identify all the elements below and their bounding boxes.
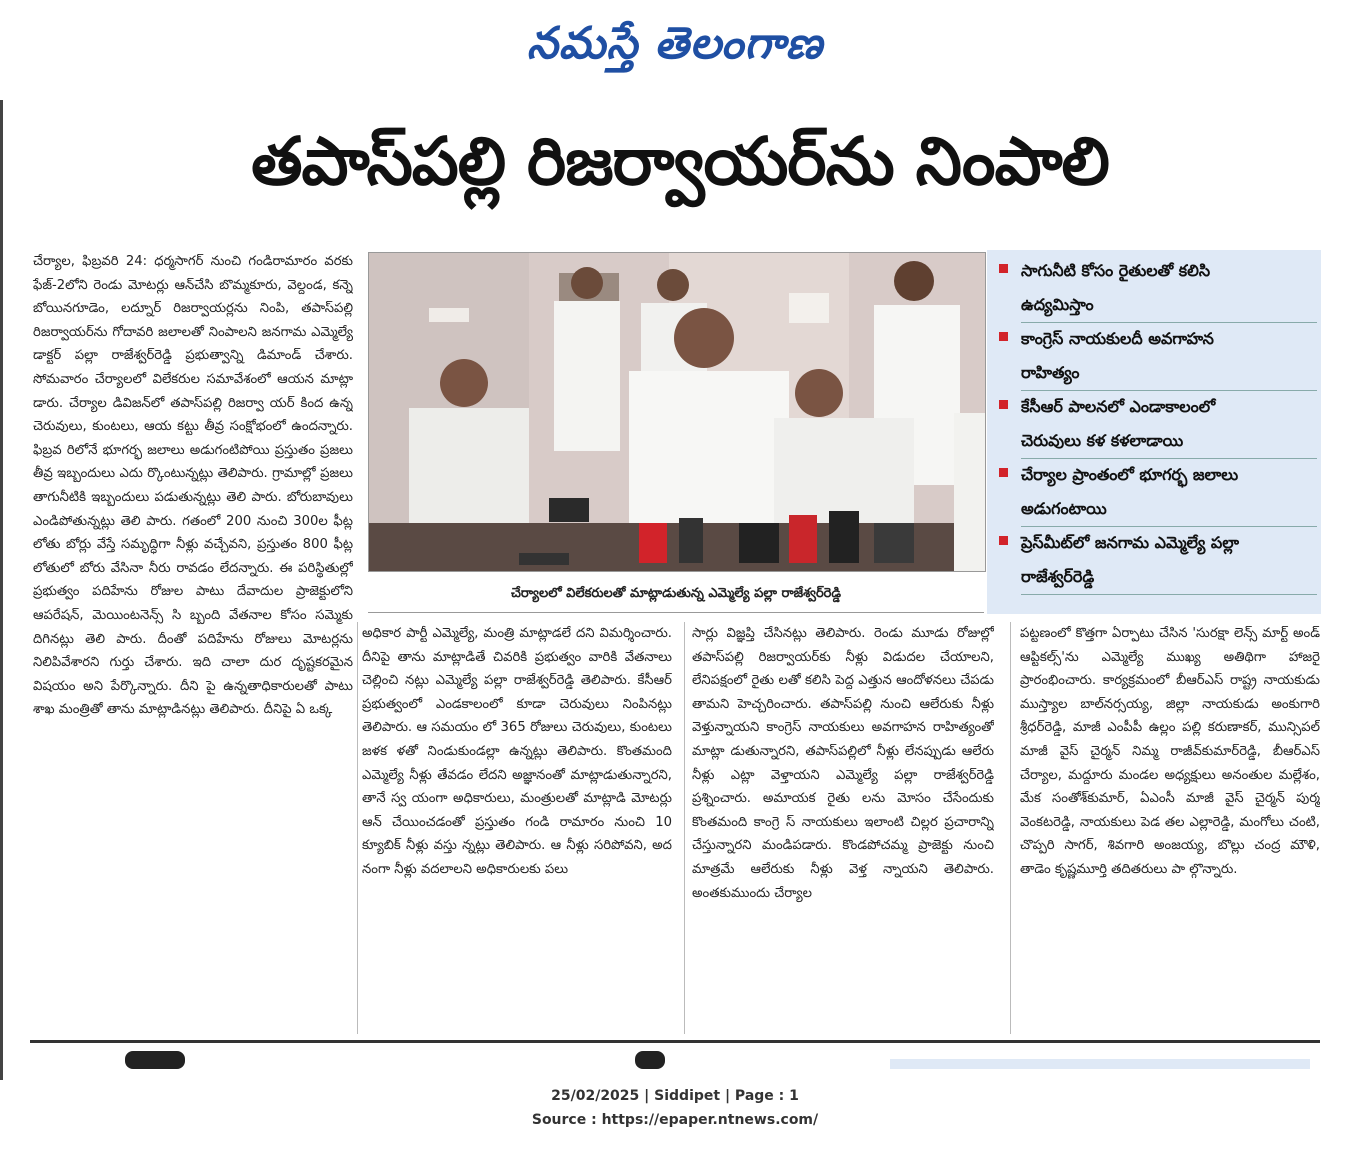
highlight-line: రాజేశ్వర్‌రెడ్డి xyxy=(1021,560,1317,595)
footer-date-edition: 25/02/2025 | Siddipet | Page : 1 xyxy=(551,1088,799,1104)
article-column-4 xyxy=(1020,622,1320,1034)
article-text: సార్లు విజ్ఞప్తి చేసినట్లు తెలిపారు. రెండు మూడు రోజుల్లో తపాస్‌పల్లి రిజర్వాయర్‌కు నీళ్లు విడుదల చేయాలని, లేనిపక్షంలో రైతు లతో కలిసి పెద్ద ఎత్తున ఆందోళనలు చేపడు తామని హెచ్చరించారు. తపాస్‌పల్లి నుంచి ఆలేరుకు నీళ్లు వెళ్తున్నాయని కాంగ్రెస్ నాయకులు అవగాహన రాహిత్యంతో మాట్లా డుతున్నారని, తపాస్‌పల్లిలో నీళ్లు లేనప్పుడు ఆలేరు నీళ్లు ఎట్లా వెళ్తాయని ఎమ్మెల్యే పల్లా రాజేశ్వర్‌రెడ్డి ప్రశ్నించారు. అమాయక రైతు లను మోసం చేసేందుకు కొంతమంది కాంగ్రె స్ నాయకులు ఇలాంటి చిల్లర ప్రచారాన్ని చేస్తున్నారని మండిపడారు. కొండపోచమ్మ ప్రాజెక్టు నుంచి మాత్రమే ఆలేరుకు నీళ్లు వెళ్త న్నాయని తెలిపారు. అంతకుముందు చేర్యాల xyxy=(692,626,994,901)
highlight-line: ఉద్యమిస్తాం xyxy=(1021,288,1317,323)
caption-rule xyxy=(368,612,984,613)
highlight-line: ప్రెస్‌మీట్‌లో జనగామ ఎమ్మెల్యే పల్లా xyxy=(1021,533,1240,552)
bullet-square-icon xyxy=(999,536,1008,545)
highlight-line: చేర్యాల ప్రాంతంలో భూగర్భ జలాలు xyxy=(1021,465,1239,484)
highlight-line: సాగునీటి కోసం రైతులతో కలిసి xyxy=(1021,261,1211,280)
highlight-line: రాహిత్యం xyxy=(1021,356,1317,391)
article-column-3 xyxy=(692,622,994,1034)
column-divider xyxy=(357,622,358,1034)
next-article-clip xyxy=(30,1045,1320,1069)
press-meet-photo-image xyxy=(369,253,985,571)
article-text: అధికార పార్టీ ఎమ్మెల్యే, మంత్రి మాట్లాడలే దని విమర్శించారు. దీనిపై తాను మాట్లాడితే చివరికి ప్రభుత్వం వారికి వేతనాలు చెల్లించి నట్లు ఎమ్మెల్యే పల్లా రాజేశ్వర్‌రెడ్డి తెలిపారు. కేసీఆర్ ప్రభుత్వంలో ఎండకాలంలో కూడా చెరువులు నింపినట్లు తెలిపారు. ఆ సమయం లో 365 రోజులు చెరువులు, కుంటలు జళక ళతో నిండుకుండల్లా ఉన్నట్లు తెలిపారు. కొంతమంది ఎమ్మెల్యే నీళ్లు తేవడం లేదని అజ్ఞానంతో మాట్లాడుతున్నారని, తానే స్వ యంగా అధికారులు, మంత్రులతో మాట్లాడి మోటర్లు ఆన్ చేయించడంతో ప్రస్తుతం గండి రామారం నుంచి 10 క్యూబిక్ నీళ్లు వస్తు న్నట్లు తెలిపారు. ఆ నీళ్లు సరిపోవని, అద నంగా నీళ్లు వదలాలని అధికారులకు పలు xyxy=(362,626,672,877)
bullet-square-icon xyxy=(999,468,1008,477)
bullet-square-icon xyxy=(999,264,1008,273)
column-divider xyxy=(1010,622,1011,1034)
bullet-square-icon xyxy=(999,332,1008,341)
article-column-1 xyxy=(33,250,353,1030)
page-edge-rule xyxy=(0,100,3,1080)
footer-source: Source : https://epaper.ntnews.com/ xyxy=(531,1112,819,1128)
article-text: పట్టణంలో కొత్తగా ఏర్పాటు చేసిన 'సురక్షా లెన్స్ మార్ట్ అండ్ ఆప్టికల్స్'ను ఎమ్మెల్యే ముఖ్య అతిథిగా హాజరై ప్రారంభించారు. కార్యక్రమంలో బీఆర్ఎస్ రాష్ట్ర నాయకుడు ముస్త్యాల బాల్‌నర్సయ్య, జిల్లా నాయకుడు అంకుగారి శ్రీధర్‌రెడ్డి, మాజీ ఎంపీపీ ఉల్లం పల్లి కరుణాకర్, మున్సిపల్ మాజీ వైస్ చైర్మన్ నిమ్మ రాజీవ్‌కుమార్‌రెడ్డి, బీఆర్ఎస్ చేర్యాల, మద్దూరు మండల అధ్యక్షులు అనంతుల మల్లేశం, మేక సంతోశ్‌కుమార్, ఏఎంసీ మాజీ వైస్ చైర్మన్ పుర్మ వెంకటరెడ్డి, నాయకులు పెడ తల ఎల్లారెడ్డి, మంగోలు చంటి, చొప్పరి సాగర్, శివగారి అంజయ్య, బొల్లు చంద్ర మౌళి, తాడెం కృష్ణమూర్తి తదితరులు పా ల్గొన్నారు. xyxy=(1020,626,1320,877)
highlight-line: కాంగ్రెస్ నాయకులదీ అవగాహన xyxy=(1021,329,1214,348)
cropped-heading-fragment xyxy=(30,1045,1320,1069)
highlight-line: చెరువులు కళ కళలాడాయి xyxy=(1021,424,1317,459)
news-photo xyxy=(368,252,986,572)
highlights-box xyxy=(987,250,1321,614)
page-bottom-rule xyxy=(30,1040,1320,1043)
highlight-line: అడుగంటాయి xyxy=(1021,492,1317,527)
photo-caption: చేర్యాలలో విలేకరులతో మాట్లాడుతున్న ఎమ్మెల్యే పల్లా రాజేశ్వర్‌రెడ్డి xyxy=(510,586,842,601)
column-divider xyxy=(684,622,685,1034)
highlight-line: కేసీఆర్ పాలనలో ఎండాకాలంలో xyxy=(1021,397,1216,416)
article-text: చేర్యాల, ఫిబ్రవరి 24: ధర్మసాగర్ నుంచి గండిరామారం వరకు ఫేజ్-2లోని రెండు మోటర్లు ఆన్‌చేసి బొమ్మకూరు, వెల్దండ, కన్నె బోయినగూడెం, లద్నూర్ రిజర్వాయర్లను నింపి, తపాస్‌పల్లి రిజర్వాయర్‌ను గోదావరి జలాలతో నింపాలని జనగామ ఎమ్మెల్యే డాక్టర్ పల్లా రాజేశ్వర్‌రెడ్డి ప్రభుత్వాన్ని డిమాండ్ చేశారు. సోమవారం చేర్యాలలో విలేకరుల సమావేశంలో ఆయన మాట్లా డారు. చేర్యాల డివిజన్‌లో తపాస్‌పల్లి రిజర్వా యర్ కింద ఉన్న చెరువులు, కుంటలు, ఆయ కట్టు తీవ్ర సంక్షోభంలో ఉందన్నారు. ఫిబ్రవ రిలోనే భూగర్భ జలాలు అడుగంటిపోయి ప్రస్తుతం ప్రజలు తీవ్ర ఇబ్బందులు ఎదు ర్కొంటున్నట్లు తెలిపారు. గ్రామాల్లో ప్రజలు తాగునీటికి ఇబ్బందులు పడుతున్నట్లు తెలి పారు. బోరుబావులు ఎండిపోతున్నట్లు తెలి పారు. గతంలో 200 నుంచి 300ల ఫీట్ల లోతు బోర్లు వేస్తే సమృద్ధిగా నీళ్లు వచ్చేవని, ప్రస్తుతం 800 ఫీట్ల లోతులో బోరు వేసినా నీరు రావడం లేదన్నారు. ఈ పరిస్థితుల్లో ప్రభుత్వం పదిహేను రోజుల పాటు దేవాదుల ప్రాజెక్టులోని ఆపరేషన్, మెయింటనెన్స్ సి బ్బంది వేతనాల కోసం సమ్మెకు దిగినట్లు తెలి పారు. దీంతో పదిహేను రోజులు మోటర్లను నిలిపివేశారని గుర్తు చేశారు. ఇది చాలా దుర దృష్టకరమైన విషయం అని పేర్కొన్నారు. దీని పై ఉన్నతాధికారులతో పాటు శాఖ మంత్రితో తాను మాట్లాడినట్లు తెలిపారు. దీనిపై ఏ ఒక్క xyxy=(33,254,353,718)
article-column-2 xyxy=(362,622,672,1034)
bullet-square-icon xyxy=(999,400,1008,409)
masthead-title: నమస్తే తెలంగాణ xyxy=(526,18,824,69)
headline: తపాస్‌పల్లి రిజర్వాయర్‌ను నింపాలి xyxy=(251,123,1109,200)
